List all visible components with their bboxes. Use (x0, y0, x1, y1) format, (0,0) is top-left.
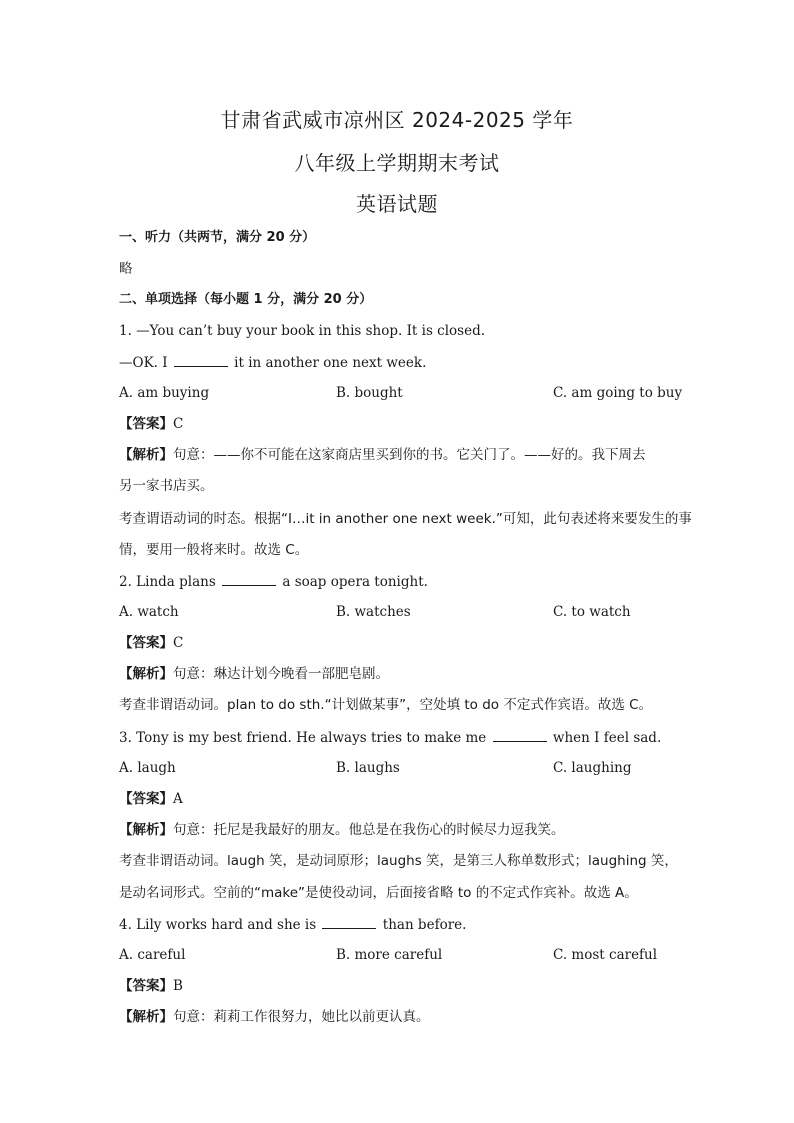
analysis-label: 【解析】 (119, 822, 173, 838)
section1-content: 略 (119, 261, 133, 277)
q4-option-b: B. more careful (336, 947, 443, 963)
analysis-text: 句意：托尼是我最好的朋友。他总是在我伤心的时候尽力逗我笑。 (173, 822, 565, 838)
section1-heading: 一、听力（共两节，满分 20 分） (119, 230, 316, 245)
q4-analysis-line1 (119, 1008, 430, 1026)
q2-option-b: B. watches (336, 604, 411, 620)
q3-blank (493, 728, 547, 742)
exam-title-line3: 英语试题 (356, 192, 438, 216)
analysis-text: 句意：琳达计划今晚看一部肥皂剧。 (173, 666, 389, 682)
answer-label: 【答案】 (119, 978, 173, 994)
q1-stem-line1: 1. —You can’t buy your book in this shop. It is closed. (119, 323, 486, 339)
answer-value: C (173, 416, 184, 432)
q2-blank (222, 572, 276, 586)
q3-stem (119, 728, 661, 747)
q1-analysis-line4: 情，要用一般将来时。故选 C。 (119, 542, 309, 558)
exam-title-line1: 甘肃省武威市凉州区 2024-2025 学年 (220, 108, 574, 132)
q1-stem-line2 (119, 353, 426, 372)
analysis-label: 【解析】 (119, 666, 173, 682)
q1-option-a: A. am buying (119, 385, 210, 401)
q1-option-b: B. bought (336, 385, 403, 401)
q4-stem (119, 915, 466, 934)
analysis-label: 【解析】 (119, 447, 173, 463)
q1-analysis-line3: 考查谓语动词的时态。根据“I…it in another one next week.”可知，此句表述将来要发生的事 (119, 511, 692, 527)
answer-value: B (173, 978, 183, 994)
q3-option-c: C. laughing (553, 760, 632, 776)
q1-analysis-line2: 另一家书店买。 (119, 478, 214, 494)
answer-label: 【答案】 (119, 416, 173, 432)
answer-value: A (173, 791, 183, 807)
answer-label: 【答案】 (119, 791, 173, 807)
q2-option-a: A. watch (119, 604, 179, 620)
q1-option-c: C. am going to buy (553, 385, 683, 401)
q1-stem-post: it in another one next week. (234, 355, 427, 371)
q1-stem-pre: —OK. I (119, 355, 168, 371)
section2-heading: 二、单项选择（每小题 1 分，满分 20 分） (119, 292, 373, 307)
analysis-text: 句意：莉莉工作很努力，她比以前更认真。 (173, 1009, 430, 1025)
q4-option-a: A. careful (119, 947, 186, 963)
analysis-text: 句意：——你不可能在这家商店里买到你的书。它关门了。——好的。我下周去 (173, 447, 646, 463)
exam-title-line2: 八年级上学期期末考试 (294, 151, 500, 175)
q3-stem-pre: 3. Tony is my best friend. He always tries to make me (119, 730, 487, 746)
q1-analysis-line1 (119, 446, 646, 464)
q4-stem-post: than before. (382, 917, 467, 933)
q3-answer (119, 790, 183, 808)
answer-label: 【答案】 (119, 635, 173, 651)
q3-option-a: A. laugh (119, 760, 176, 776)
q4-stem-pre: 4. Lily works hard and she is (119, 917, 317, 933)
q2-option-c: C. to watch (553, 604, 631, 620)
q3-analysis-line3: 是动名词形式。空前的“make”是使役动词，后面接省略 to 的不定式作宾补。故选 A。 (119, 885, 638, 901)
q2-answer (119, 634, 183, 652)
q3-analysis-line1 (119, 821, 565, 839)
q1-answer (119, 415, 183, 433)
q3-stem-post: when I feel sad. (552, 730, 662, 746)
q4-blank (322, 915, 376, 929)
q2-analysis-line2: 考查非谓语动词。plan to do sth.“计划做某事”，空处填 to do 不定式作宾语。故选 C。 (119, 697, 653, 713)
q2-stem-post: a soap opera tonight. (282, 574, 428, 590)
analysis-label: 【解析】 (119, 1009, 173, 1025)
answer-value: C (173, 635, 184, 651)
q2-stem (119, 572, 428, 591)
q2-stem-pre: 2. Linda plans (119, 574, 216, 590)
q1-blank (174, 353, 228, 367)
q2-analysis-line1 (119, 665, 389, 683)
q4-answer (119, 977, 183, 995)
q3-option-b: B. laughs (336, 760, 400, 776)
q3-analysis-line2: 考查非谓语动词。laugh 笑，是动词原形；laughs 笑，是第三人称单数形式；laughing 笑， (119, 853, 678, 869)
q4-option-c: C. most careful (553, 947, 658, 963)
